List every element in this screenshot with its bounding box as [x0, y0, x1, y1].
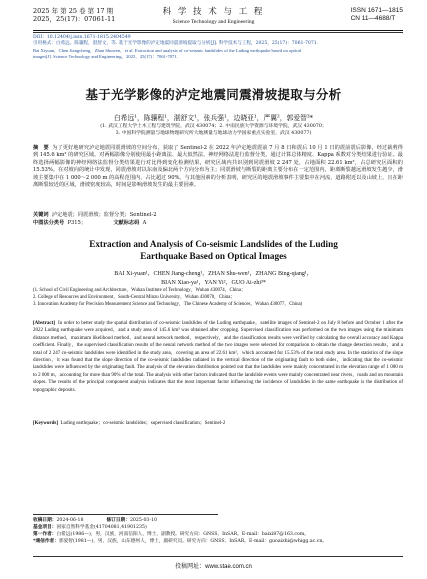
header-rule-thin	[33, 32, 403, 33]
affiliation-en-3: 3. Innovation Academy for Precision Measurement Science and Technology，The Chinese Academy of Sciences，Wuhan 430077，China)	[33, 302, 303, 307]
first-author-text: 白希远(1986—)，男，汉族，河南信阳人，博士，副教授。研究方向：GNSS、InSAR。E-mail：baixi87@163.com。	[56, 532, 309, 537]
clc-label: 中图法分类号	[33, 220, 65, 226]
revised-label: 修订日期：	[106, 518, 130, 523]
keywords-en-label: [Keywords]	[33, 421, 58, 426]
keywords-cn-label: 关键词	[33, 212, 49, 218]
title-en-line1: Extraction and Analysis of Co-seismic Landslides of the Luding	[89, 239, 338, 249]
corr-author-text: 郭爱智(1981—)，男，汉族，山东德州人，博士，副研究员。研究方向：GNSS、InSAR。E-mail：guoaizhi@whigg.ac.cn。	[58, 539, 328, 544]
page-footer-rule	[33, 556, 403, 557]
footnote-first-author	[33, 532, 403, 539]
received-date: 2024-06-18	[56, 518, 84, 523]
authors-en-line2: BIAN Xiao-ya¹，YAN Yi²，GUO Ai-zhi³*	[161, 280, 266, 286]
keywords-cn-text: 泸定地震；同震滑坡；监督分类；Sentinel-2	[51, 212, 157, 218]
issn: ISSN 1671—1815	[350, 7, 403, 14]
revised-date: 2025-03-10	[129, 518, 157, 523]
citation-en-line2: images[J]. Science Technology and Engineering，2025，25(17)：7061-7071.	[33, 54, 178, 59]
issn-block	[351, 7, 403, 23]
keywords-en	[33, 420, 403, 427]
citation-en-line1: Bai Xiyuan，Chen Jiangcheng，Zhan Shuwen，et al. Extraction and analysis of co-seismic landslides of the Luding earthquake based on optical	[33, 47, 302, 53]
keywords-en-text: Luding earthquake；co-seismic landslides；supervised classification；Sentinel-2	[60, 421, 226, 426]
header-rule	[33, 30, 403, 31]
affiliation-en-1: (1. School of Civil Engineering and Architecture，Wuhan Institute of Technology，Wuhan 430074，China；	[33, 288, 246, 293]
fund-text: 国家自然科学基金(41704081,41901235)	[56, 525, 147, 530]
abstract-en-label: [Abstract]	[33, 321, 55, 326]
first-author-label: 第一作者：	[33, 532, 57, 537]
keywords-cn	[33, 212, 403, 219]
authors-cn: 白希远¹，陈骧程¹，湛舒文¹，张兵强¹，边晓亚¹，严翼²，郭爱智³*	[113, 114, 314, 122]
affiliation-en-2: 2. College of Resources and Environment，South-Central Minzu University，Wuhan 430070，China；	[33, 295, 236, 300]
title-en-line2: Earthquake Based on Optical Images	[140, 251, 287, 261]
title-en	[0, 238, 427, 262]
submission-url[interactable]: 投稿网址：www.stae.com.cn	[175, 564, 252, 570]
abstract-cn-text: 为了更好地研究泸定地震同震滑坡的空间分布，获取了 Sentinel-2 在 2022 年泸定地震震前 7 月 8 日和震后 10 月 1 日的震前震后影像，经过裁剪得到 145.6 km² 的研究区域。对两幅影像分别使用最小距离法、最大似然法、神经网络法进行监督分类，通过计算总体精度、Kappa 系数对分类结果进行验证。最终选择两幅影像的神经网络法监督分类结果进行对比得到变化检测结果，研究区域内共识别到同震滑坡 2 247 处，占地面积 22.61 km²，占总研究区面积的 15.53%。在对坡向的统计中发现，同震滑坡对以东南及偏北两个方向分布为主；同震滑坡与断裂的距离主要分布在一定范围内，距离断裂越远滑坡发生越少，滑坡主要集中在 1 000～2 000 m 的高程范围内，占比超过 90%。与其他因素的分析表明，研究区的地震滑坡事件主要集中在河流、道路附近以及山坡上，且在距离断裂较近的区域，滑坡密度较高，时间是影响滑坡发生的最主要因素。	[33, 145, 403, 189]
affiliation-cn-2: 3. 中国科学院测量与地球物理研究所大地测量与地球动力学国家重点实验室，武汉 430077)	[115, 131, 312, 136]
doi-link[interactable]: DOI：10.12404/j.issn.1671-1815.2404549	[33, 35, 131, 40]
abstract-en	[33, 320, 403, 394]
footnote-dates	[33, 518, 403, 525]
affiliation-cn-1: (1. 武汉工程大学土木工程与建筑学院，武汉 430074；2. 中南民族大学资源与环境学院，武汉 430070；	[100, 124, 327, 129]
classification-line	[33, 220, 403, 227]
doc-code-value: A	[142, 220, 147, 226]
authors-en-line1: BAI Xi-yuan¹，CHEN Jiang-cheng¹，ZHAN Shu-wen¹，ZHANG Bing-qiang¹，	[114, 271, 313, 277]
abstract-cn-label: 摘 要	[33, 145, 49, 151]
fund-label: 基金项目：	[33, 525, 57, 530]
footnote-rule	[33, 514, 218, 515]
journal-name-cn: 科 学 技 术 与 工 程	[162, 7, 265, 17]
footnote-fund	[33, 525, 403, 532]
cn-number: CN 11—4688/T	[350, 15, 396, 22]
pages-line: 2025，25(17)：07061-11	[33, 15, 116, 23]
citation-cn: 引用格式：白希远，陈骧程，湛舒文，等. 基于光学影像的泸定地震同震滑坡提取与分析[J]. 科学技术与工程，2025，25(17)：7061-7071.	[33, 41, 319, 46]
title-cn: 基于光学影像的泸定地震同震滑坡提取与分析	[85, 87, 342, 102]
received-label: 收稿日期：	[33, 518, 57, 523]
issue-line: 2025 年 第 25 卷 第 17 期	[33, 7, 114, 15]
abstract-cn	[33, 145, 403, 189]
abstract-en-text: In order to better study the spatial distribution of co-seismic landslides of the Luding earthquake，satellite images of Sentinel-2 on July 8 before and October 1 after the 2022 Luding earthquake were acquired，and a study area of 145.6 km² was obtained after cropping. Supervised classification was performed on the two images using the minimum distance method，maximum likelihood method，and neural network method，respectively，and the classification results were verified by calculating the overall accuracy and Kappa coefficient. Finally，the supervised classification results of the neural network method of the two images were selected for comparison to obtain the change detection results，and a total of 2 247 co-seismic landslides were identified in the study area，covering an area of 22.61 km²，which accounted for 15.53% of the total study area. In the statistics of the slope direction，it was found that the slope direction of the co-seismic landslides radiated in the vertical direction of the originating fault to both sides，indicating that the co-seismic landslides were influenced by the originating fault. The analysis of the elevation distribution pointed out that the landslides were mainly concentrated in the elevation range of 1 000 m to 2 000 m，accounting for more than 90% of the total. The analysis with other factors indicated that the landslide events were mainly concentrated near rivers，roads and on mountain slopes. The results of the principal component analysis indicates that the most important factor influencing the incidence of landslides in the same earthquake is the distribution of topographic deposits.	[33, 321, 404, 393]
clc-value: P315；	[67, 220, 87, 226]
corr-author-label: *通信作者：	[33, 539, 59, 544]
journal-name-en: Science Technology and Engineering	[172, 19, 255, 25]
doc-code-label: 文献标志码	[113, 220, 140, 226]
footnote-corresponding-author	[33, 539, 403, 546]
